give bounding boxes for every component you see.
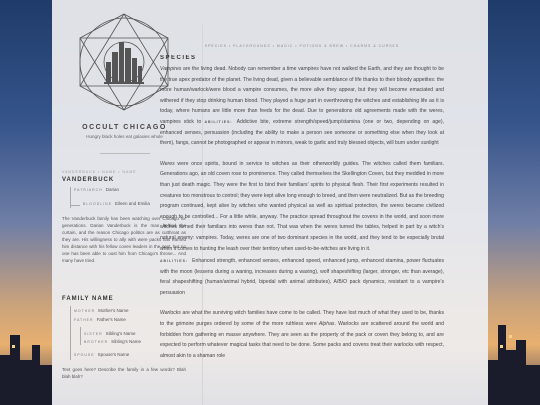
family-name-vanderbuck: VANDERBUCK bbox=[62, 177, 115, 183]
abilities-label: ABILITIES: bbox=[204, 119, 233, 124]
brother-value: Sibling's Name bbox=[111, 339, 141, 344]
patriarch-value: Darian bbox=[105, 187, 119, 192]
sister-label: SISTER bbox=[84, 332, 103, 336]
site-title: OCCULT CHICAGO bbox=[82, 124, 167, 131]
family-description: The Vanderbuck family has been watching over Chicago for generations. Darian Vanderbuck is the man behind the curtain, and the reason Chicago politics are as cutthroat as they are. His willingness to ally with were packs has earned him distance with his fellow coven leaders in the past, but no one has been able to oust him from Chicago's throne... And many have tried. bbox=[62, 216, 186, 263]
weres-paragraph bbox=[160, 159, 444, 254]
sister-row bbox=[84, 331, 136, 336]
bloodline-value: Eileen and Emilia bbox=[115, 201, 150, 206]
abilities-label: ABILITIES: bbox=[160, 259, 189, 264]
text-run: are what the surviving witch families have come to be called. They have lost much of what they used to be, thanks to the grimoire purges ordered by some of the more ruthless were bbox=[160, 310, 444, 328]
text-run: Vampires bbox=[160, 66, 182, 72]
family-name-placeholder: FAMILY NAME bbox=[62, 296, 114, 302]
tree-line bbox=[80, 327, 81, 345]
text-run: are the living dead. Nobody can remember a time vampires have not walked the Earth, and they are thought to be the true apex predator of the planet. The living dead, given a believable semblance of life thanks to their bloody appetites: the more human/warlock/were blood a vampire consumes, the more alive they appear, but they will become emaciated and withered if they stop drinking human blood. They played a huge part in overthrowing the witches and establishing life as it is today, where humans are little more than feeds for the dead. Due to generations old agreements made with the weres, vampires stick to bbox=[160, 66, 444, 125]
text-run: were once spirits, bound in service to witches as their otherworldly guides. The witches called them familiars. Generations ago, an old coven rose to prominence. They called themselves the Skellington Coven, but they meddled in more than just death magic. They were the first to bind their familiars' spirits to physical flesh. Their first experiments resulted in creatures too monstrous to control; they were kept alive long enough to breed, and then were neutralized. But as the breeding program continued, kept alive by witches who wanted physical as well as spiritual protection, the weres became civilized enough to be controlled... For a little while, anyway. The practice spread throughout the covens in the world, and soon more witches turned their familiars into weres than not. That was when the weres turned the tables, helped in part by a witch's natural enemy: vampires. Today, weres are one of two dominant species in the world, and they tend to be especially brutal when it comes to hunting the leash over their territory when used-to-be-witches are living in it. bbox=[160, 160, 444, 252]
spouse-value: Spouse's Name bbox=[97, 352, 130, 357]
main-content bbox=[160, 55, 444, 405]
mother-label: MOTHER bbox=[74, 309, 96, 313]
father-label: FATHER bbox=[74, 318, 94, 322]
father-value: Father's Name bbox=[96, 317, 126, 322]
site-logo-icon bbox=[74, 12, 174, 112]
section-title: SPECIES bbox=[160, 55, 197, 61]
brother-row bbox=[84, 339, 141, 344]
weres-abilities-paragraph bbox=[160, 256, 444, 298]
site-tagline: Hungry black holes eat galaxies whole bbox=[86, 134, 163, 139]
sister-value: Sibling's Name bbox=[105, 331, 136, 336]
text-run: . Warlocks are scattered around the world and forbidden from gathering en masse anywhere. They are seen as the property of the pack or coven they belong to, and are expected to perform whatever magical tasks that need to be done. Some packs and covens treat their warlocks with respect, almost akin to a shaman role bbox=[160, 321, 444, 359]
brother-label: BROTHER bbox=[84, 340, 109, 344]
family-nav-label[interactable]: VANDERBUCK • NAME • NAME bbox=[62, 170, 137, 174]
text-run: Warlocks bbox=[160, 310, 181, 317]
father-row bbox=[74, 317, 126, 322]
spouse-row bbox=[74, 352, 129, 357]
bloodline-row bbox=[83, 201, 150, 206]
vampires-paragraph bbox=[160, 64, 444, 149]
family-description: Text goes here? Describe the family in a few words? Blah blah blah? bbox=[62, 367, 186, 379]
text-run: Weres bbox=[160, 160, 175, 167]
spouse-label: SPOUSE bbox=[74, 353, 95, 357]
vampire-abilities: Addictive bite, extreme strength/speed/jump/stamina (one or two, depending on age), enhanced senses, persuasion (including the ability to make a person see someone or something else when they look at them), fangs, cannot be photographed or appear in mirrors, weak to garlic and truly blessed objects, will burn under sunlight bbox=[160, 118, 444, 147]
were-abilities: Enhanced strength, enhanced senses, enhanced speed, enhanced jump, enhanced stamina, power fluctuates with the moon (lessens during a waning, increases during a waxing), wolf shapeshifting (larger, stronger, etc than average), feral shapeshifting (human/animal hybrid, bipedal with animal attributes), A/B/O pack dynamics, resistant to a vampire's persuasion bbox=[160, 258, 444, 296]
warlocks-paragraph bbox=[160, 308, 444, 361]
patriarch-label: PATRIARCH bbox=[74, 188, 103, 192]
divider bbox=[100, 153, 150, 154]
mother-value: Mother's Name bbox=[98, 308, 129, 313]
text-run: Alphas bbox=[318, 321, 335, 328]
mother-row bbox=[74, 308, 129, 313]
patriarch-row bbox=[74, 187, 119, 192]
tree-line bbox=[70, 306, 71, 360]
tree-branch bbox=[70, 205, 80, 206]
top-navigation[interactable]: SPECIES • PLAYGROUNDS • MAGIC • POTIONS & BREW • CHARMS & CURSES bbox=[204, 44, 400, 48]
bloodline-label: BLOODLINE bbox=[83, 202, 113, 206]
